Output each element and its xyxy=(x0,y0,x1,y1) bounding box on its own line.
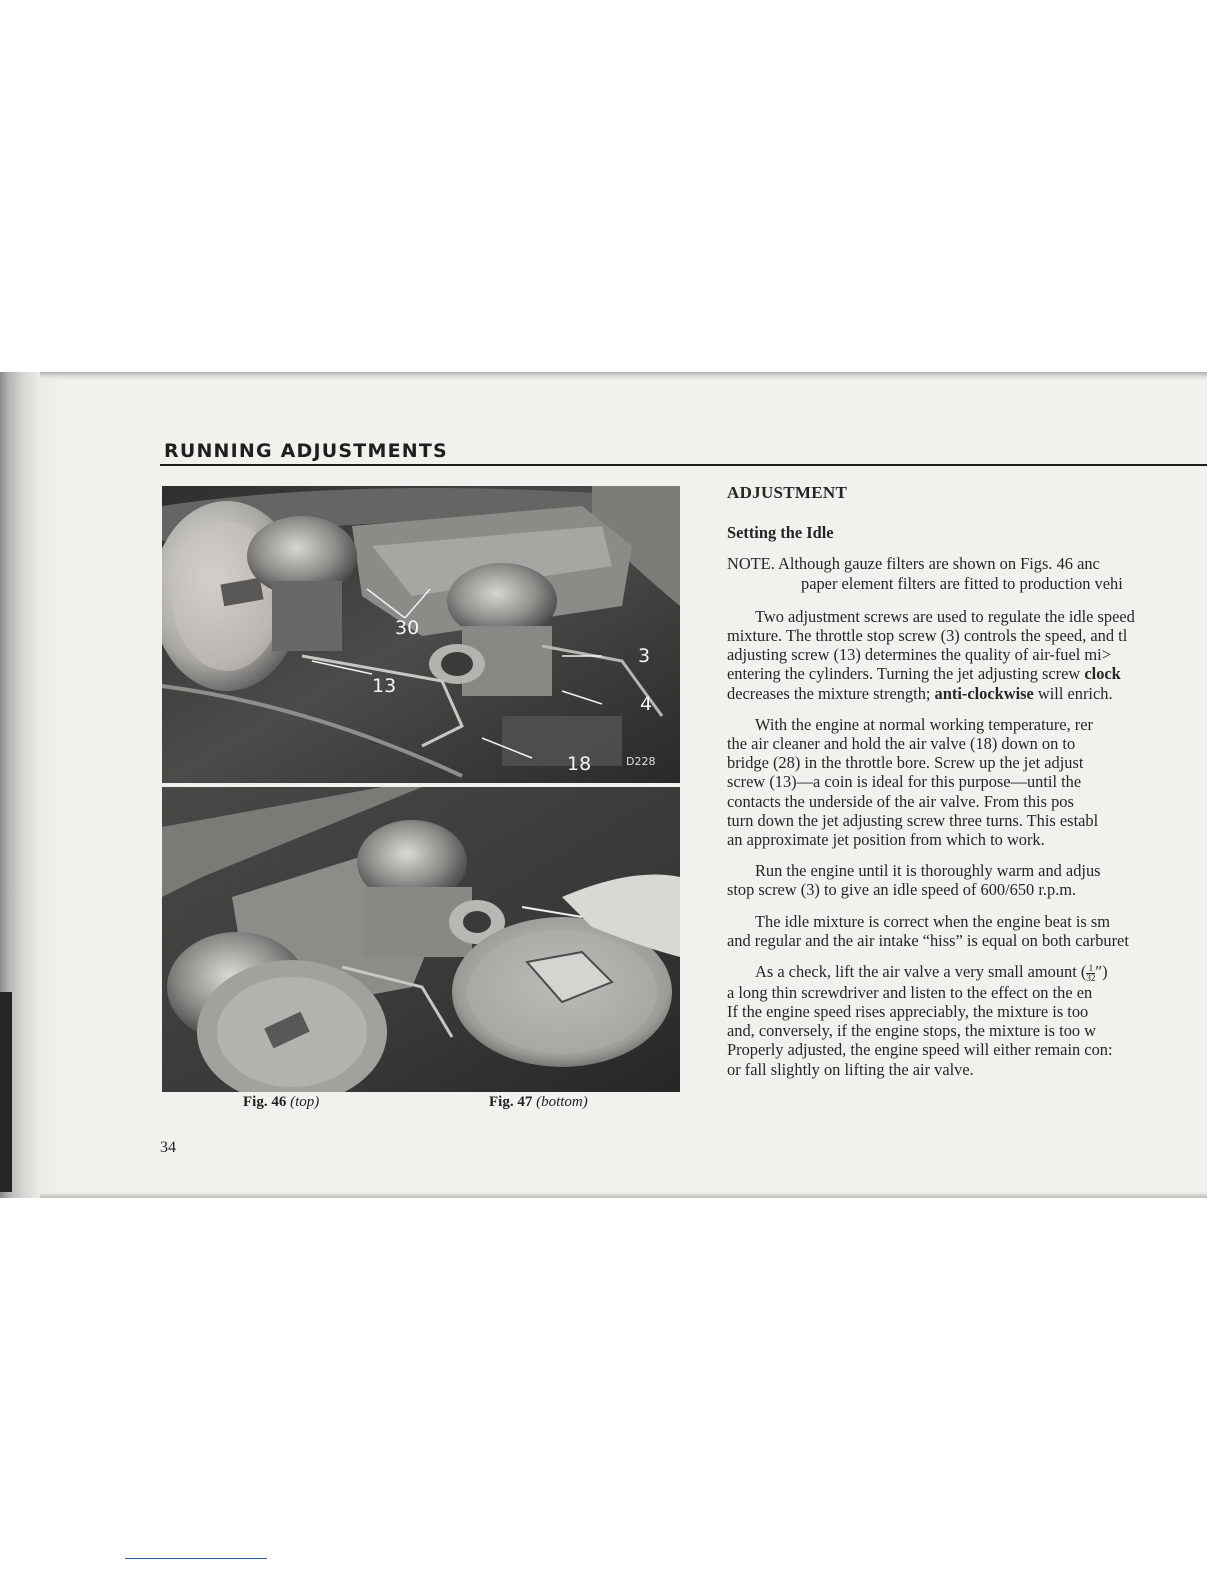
figure-46-photo xyxy=(162,486,680,783)
book-spine-edge xyxy=(0,372,62,1198)
paragraph-adjustment-screws xyxy=(727,607,1207,703)
fraction-denominator: 32 xyxy=(1086,972,1096,983)
figure-47-position: (bottom) xyxy=(536,1094,588,1110)
note-line: paper element filters are fitted to production vehi xyxy=(801,573,1123,593)
para-line xyxy=(727,962,1207,983)
callout-4: 4 xyxy=(640,693,653,715)
para-line: With the engine at normal working temperature, rer xyxy=(755,714,1093,734)
text-column xyxy=(727,483,1207,1091)
footer-rule xyxy=(125,1558,267,1559)
page-bottom-edge xyxy=(40,1192,1207,1198)
para-bold: anti-clockwise xyxy=(934,683,1034,703)
section-heading: ADJUSTMENT xyxy=(727,483,848,502)
figure-code: D228 xyxy=(626,755,656,768)
callout-30: 30 xyxy=(395,617,420,639)
para-line: the air cleaner and hold the air valve (18) down on to xyxy=(727,734,1076,754)
para-text: will enrich. xyxy=(1033,683,1113,703)
para-text: entering the cylinders. Turning the jet adjusting screw xyxy=(727,664,1085,684)
figure-46-position: (top) xyxy=(290,1094,320,1110)
para-bold: clock xyxy=(1084,664,1121,684)
page-top-edge xyxy=(40,372,1207,380)
para-text: decreases the mixture strength; xyxy=(727,683,935,703)
callout-18: 18 xyxy=(567,753,592,775)
figure-47-photo xyxy=(162,787,680,1092)
para-line: Run the engine until it is thoroughly warm and adjus xyxy=(755,861,1101,881)
para-line: and, conversely, if the engine stops, the mixture is too w xyxy=(727,1021,1097,1041)
note-block xyxy=(727,554,1207,592)
figure-46-caption xyxy=(243,1094,319,1111)
para-line: and regular and the air intake “hiss” is equal on both carburet xyxy=(727,930,1129,950)
paragraph-idle-speed xyxy=(727,861,1207,899)
para-line xyxy=(727,664,1207,683)
para-line: adjusting screw (13) determines the quality of air-fuel mi> xyxy=(727,645,1111,665)
callout-13: 13 xyxy=(372,675,397,697)
sub-heading: Setting the Idle xyxy=(727,523,834,543)
para-text: As a check, lift the air valve a very small amount ( xyxy=(755,962,1087,982)
para-line: screw (13)—a coin is ideal for this purpose—until the xyxy=(727,772,1082,792)
paragraph-check xyxy=(727,962,1207,1079)
fraction-numerator: 1 xyxy=(1086,964,1095,974)
para-line: Properly adjusted, the engine speed will either remain con: xyxy=(727,1040,1113,1060)
para-line: contacts the underside of the air valve. From this pos xyxy=(727,791,1074,811)
para-line: an approximate jet position from which to work. xyxy=(727,830,1045,850)
running-head: RUNNING ADJUSTMENTS xyxy=(164,440,448,462)
figure-47-caption xyxy=(489,1094,588,1111)
para-line: stop screw (3) to give an idle speed of 600/650 r.p.m. xyxy=(727,880,1077,900)
para-line: Two adjustment screws are used to regulate the idle speed xyxy=(755,606,1135,626)
engine-photo-top xyxy=(162,486,680,783)
paragraph-warm-engine xyxy=(727,715,1207,849)
page-number: 34 xyxy=(160,1139,176,1156)
para-line: mixture. The throttle stop screw (3) controls the speed, and tl xyxy=(727,626,1128,646)
callout-3: 3 xyxy=(638,645,651,667)
para-line: or fall slightly on lifting the air valve. xyxy=(727,1059,974,1079)
para-line xyxy=(727,684,1207,703)
para-line: bridge (28) in the throttle bore. Screw up the jet adjust xyxy=(727,753,1084,773)
note-line: NOTE. Although gauze filters are shown on Figs. 46 anc xyxy=(727,554,1100,574)
para-line: The idle mixture is correct when the engine beat is sm xyxy=(755,911,1111,931)
para-line: a long thin screwdriver and listen to the effect on the en xyxy=(727,982,1093,1002)
para-line: turn down the jet adjusting screw three turns. This establ xyxy=(727,810,1099,830)
figure-47-label: Fig. 47 xyxy=(489,1094,533,1110)
para-line: If the engine speed rises appreciably, the mixture is too xyxy=(727,1002,1089,1021)
para-text: ″) xyxy=(1095,962,1108,982)
paragraph-idle-mixture xyxy=(727,912,1207,950)
engine-photo-bottom xyxy=(162,787,680,1092)
figure-46-label: Fig. 46 xyxy=(243,1094,287,1110)
header-rule xyxy=(160,464,1207,466)
scanned-page xyxy=(0,372,1207,1198)
fraction xyxy=(1086,964,1095,983)
